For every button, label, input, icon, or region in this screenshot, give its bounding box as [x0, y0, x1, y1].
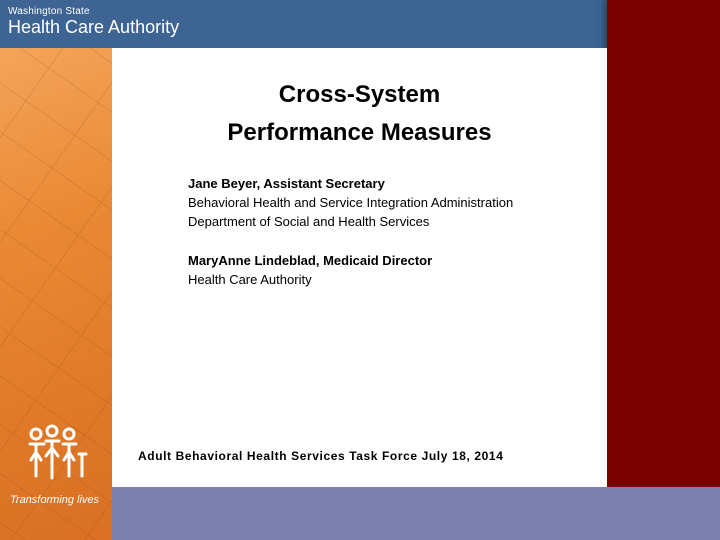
presenter-1-line-2: Department of Social and Health Services — [188, 214, 430, 229]
presenters-block — [188, 174, 513, 289]
presenter-1-line-1: Behavioral Health and Service Integration Administration — [188, 195, 514, 210]
slide-content — [112, 48, 607, 487]
presenter-2-name: MaryAnne Lindeblad, Medicaid Director — [188, 253, 433, 268]
slide-title — [112, 76, 607, 152]
right-accent-bar — [607, 0, 720, 490]
title-line-1: Cross-System — [278, 81, 441, 108]
logo-agency-text: Health Care Authority — [8, 17, 180, 37]
bottom-accent-bar — [112, 487, 720, 540]
logo-state-text: Washington State — [8, 6, 90, 17]
title-line-2: Performance Measures — [227, 119, 492, 146]
family-figures-icon — [22, 424, 90, 482]
presenter-2-line-1: Health Care Authority — [188, 272, 312, 287]
tagline-text: Transforming lives — [10, 494, 100, 506]
agency-logo — [8, 6, 179, 37]
event-footer: Adult Behavioral Health Services Task Force July 18, 2014 — [138, 449, 504, 463]
presenter-1-name: Jane Beyer, Assistant Secretary — [188, 176, 385, 191]
